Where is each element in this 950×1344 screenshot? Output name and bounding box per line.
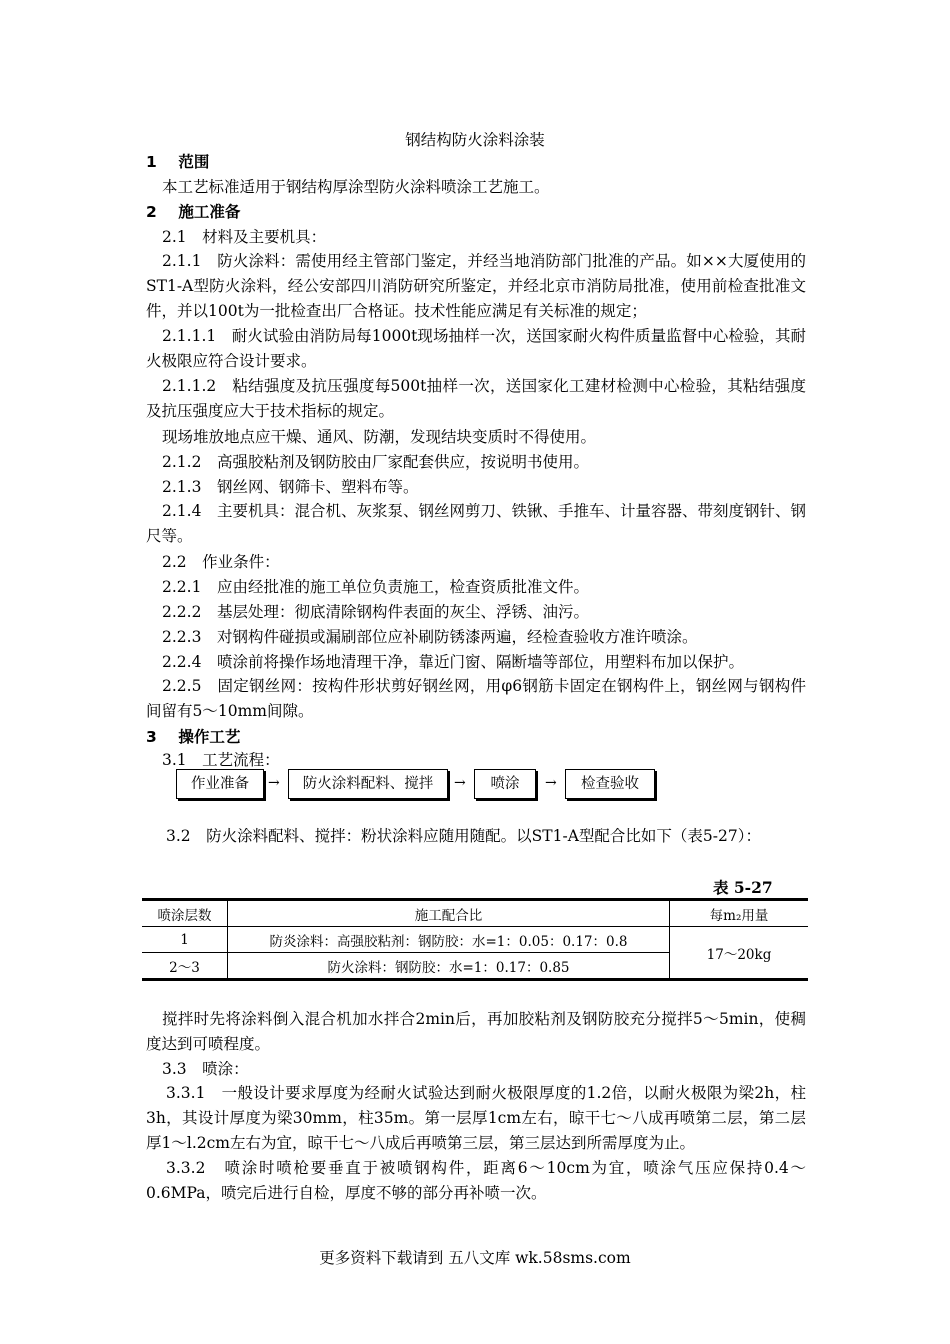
- paragraph: 搅拌时先将涂料倒入混合机加水拌合2min后，再加胶粘剂及钢防胶充分搅拌5～5min，使稠度达到可喷程度。: [146, 1010, 806, 1053]
- mix-ratio-table: [142, 898, 808, 981]
- table-cell: 防炎涂料：高强胶粘剂：钢防胶：水=1：0.05：0.17：0.8: [228, 927, 670, 953]
- paragraph: 2.2.5 固定钢丝网：按构件形状剪好钢丝网，用φ6钢筋卡固定在钢构件上，钢丝网与钢构件间留有5～10mm间隙。: [146, 677, 806, 720]
- section-title: 操作工艺: [178, 728, 241, 746]
- column-header: 施工配合比: [228, 900, 670, 927]
- paragraph: 2.1.1 防火涂料：需使用经主管部门鉴定，并经当地消防部门批准的产品。如××大厦使用的ST1-A型防火涂料，经公安部四川消防研究所鉴定，并经北京市消防局批准，使用前检查批准文件，并以100t为一批检查出厂合格证。技术性能应满足有关标准的规定；: [146, 252, 806, 320]
- section-2-heading: [146, 201, 240, 223]
- arrow-right-icon: →: [454, 775, 466, 791]
- table-cell: 2～3: [142, 953, 228, 980]
- paragraph: 3.3 喷涂：: [162, 1060, 249, 1078]
- paragraph: 2.1.2 高强胶粘剂及钢防胶由厂家配套供应，按说明书使用。: [162, 453, 589, 471]
- section-title: 施工准备: [178, 203, 241, 221]
- table-header-row: [142, 900, 808, 927]
- paragraph: 2.2.4 喷涂前将操作场地清理干净，靠近门窗、隔断墙等部位，用塑料布加以保护。: [162, 653, 744, 671]
- flow-step: 作业准备: [176, 769, 264, 799]
- arrow-right-icon: →: [545, 775, 557, 791]
- paragraph: 3.1 工艺流程：: [162, 751, 280, 769]
- paragraph: 3.3.1 一般设计要求厚度为经耐火试验达到耐火极限厚度的1.2倍，以耐火极限为梁2h，柱3h，其设计厚度为梁30mm，柱35m。第一层厚1cm左右，晾干七～八成再喷第二层，第二层厚1～l.2cm左右为宜，晾干七～八成后再喷第三层，第三层达到所需厚度为止。: [146, 1084, 806, 1152]
- paragraph: 2.2.3 对钢构件碰损或漏刷部位应补刷防锈漆两遍，经检查验收方准许喷涂。: [162, 628, 698, 646]
- table-cell-usage: 17～20kg: [670, 927, 809, 980]
- column-header: 喷涂层数: [142, 900, 228, 927]
- paragraph: 2.2.2 基层处理：彻底清除钢构件表面的灰尘、浮锈、油污。: [162, 603, 589, 621]
- table-row: [142, 927, 808, 953]
- column-header: 每m₂用量: [670, 900, 809, 927]
- paragraph: 2.1 材料及主要机具：: [162, 228, 327, 246]
- paragraph: 本工艺标准适用于钢结构厚涂型防火涂料喷涂工艺施工。: [162, 178, 550, 196]
- section-number: 2: [146, 203, 157, 221]
- paragraph: 2.1.1.1 耐火试验由消防局每1000t现场抽样一次，送国家耐火构件质量监督中心检验，其耐火极限应符合设计要求。: [146, 327, 806, 370]
- arrow-right-icon: →: [268, 775, 280, 791]
- footer-text: 更多资料下载请到 五八文库 wk.58sms.com: [319, 1249, 631, 1267]
- document-title: 钢结构防火涂料涂装: [405, 131, 545, 149]
- section-1-heading: [146, 151, 209, 173]
- section-3-heading: [146, 726, 240, 748]
- flow-step: 喷涂: [474, 769, 536, 799]
- paragraph: 现场堆放地点应干燥、通风、防潮，发现结块变质时不得使用。: [162, 428, 597, 446]
- table-caption: 表 5-27: [713, 878, 773, 897]
- paragraph: 2.2.1 应由经批准的施工单位负责施工，检查资质批准文件。: [162, 578, 589, 596]
- section-number: 1: [146, 153, 157, 171]
- paragraph: 2.1.4 主要机具：混合机、灰浆泵、钢丝网剪刀、铁锹、手推车、计量容器、带刻度钢针、钢尺等。: [146, 502, 806, 545]
- paragraph: 2.2 作业条件：: [162, 553, 280, 571]
- flow-step: 检查验收: [565, 769, 655, 799]
- table-cell: 防火涂料：钢防胶：水=1：0.17：0.85: [228, 953, 670, 980]
- table-cell: 1: [142, 927, 228, 953]
- flow-step: 防火涂料配料、搅拌: [288, 769, 448, 799]
- section-title: 范围: [178, 153, 210, 171]
- paragraph: 3.2 防火涂料配料、搅拌：粉状涂料应随用随配。以ST1-A型配合比如下（表5-27）：: [166, 827, 761, 845]
- paragraph: 3.3.2 喷涂时喷枪要垂直于被喷钢构件，距离6～10cm为宜，喷涂气压应保持0.4～0.6MPa，喷完后进行自检，厚度不够的部分再补喷一次。: [146, 1159, 806, 1202]
- paragraph: 2.1.1.2 粘结强度及抗压强度每500t抽样一次，送国家化工建材检测中心检验，其粘结强度及抗压强度应大于技术指标的规定。: [146, 377, 806, 420]
- paragraph: 2.1.3 钢丝网、钢筛卡、塑料布等。: [162, 478, 419, 496]
- section-number: 3: [146, 728, 157, 746]
